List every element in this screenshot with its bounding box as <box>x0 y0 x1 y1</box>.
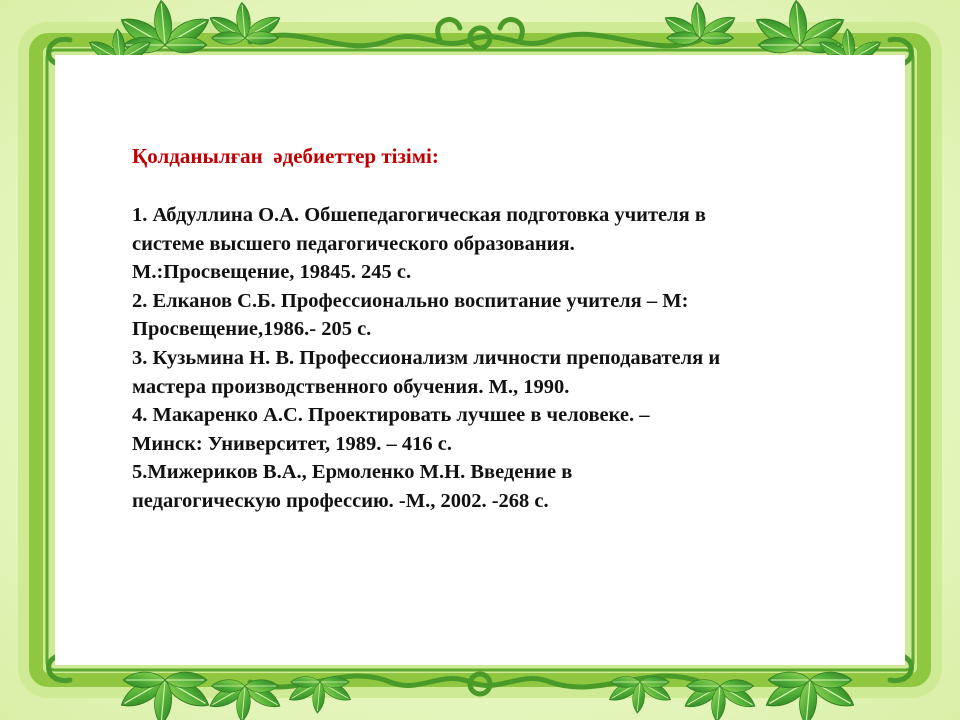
reference-line: М.:Просвещение, 19845. 245 с. <box>132 261 412 284</box>
reference-item <box>132 401 852 458</box>
references-block <box>132 143 852 516</box>
reference-line: системе высшего педагогического образования. <box>132 232 575 255</box>
reference-line: Минск: Университет, 1989. – 416 с. <box>132 432 452 455</box>
reference-line: 1. Абдуллина О.А. Обшепедагогическая подготовка учителя в <box>132 204 706 226</box>
reference-line: 5.Мижериков В.А., Ермоленко М.Н. Введение в <box>132 461 573 484</box>
reference-line: 3. Кузьмина Н. В. Профессионализм личности преподавателя и <box>132 346 721 369</box>
reference-item <box>132 458 852 515</box>
reference-line: 4. Макаренко А.С. Проектировать лучшее в человеке. – <box>132 404 650 427</box>
reference-line: Просвещение,1986.- 205 с. <box>132 318 372 341</box>
reference-line: 2. Елканов С.Б. Профессионально воспитание учителя – М: <box>132 289 689 312</box>
reference-item <box>132 201 852 287</box>
reference-list <box>132 201 852 516</box>
reference-line: педагогическую профессию. -М., 2002. -268 с. <box>132 489 549 512</box>
reference-item <box>132 287 852 344</box>
reference-line: мастера производственного обучения. М., 1990. <box>132 375 570 398</box>
slide-title: Қолданылған әдебиеттер тізімі: <box>132 144 439 168</box>
reference-item <box>132 344 852 401</box>
